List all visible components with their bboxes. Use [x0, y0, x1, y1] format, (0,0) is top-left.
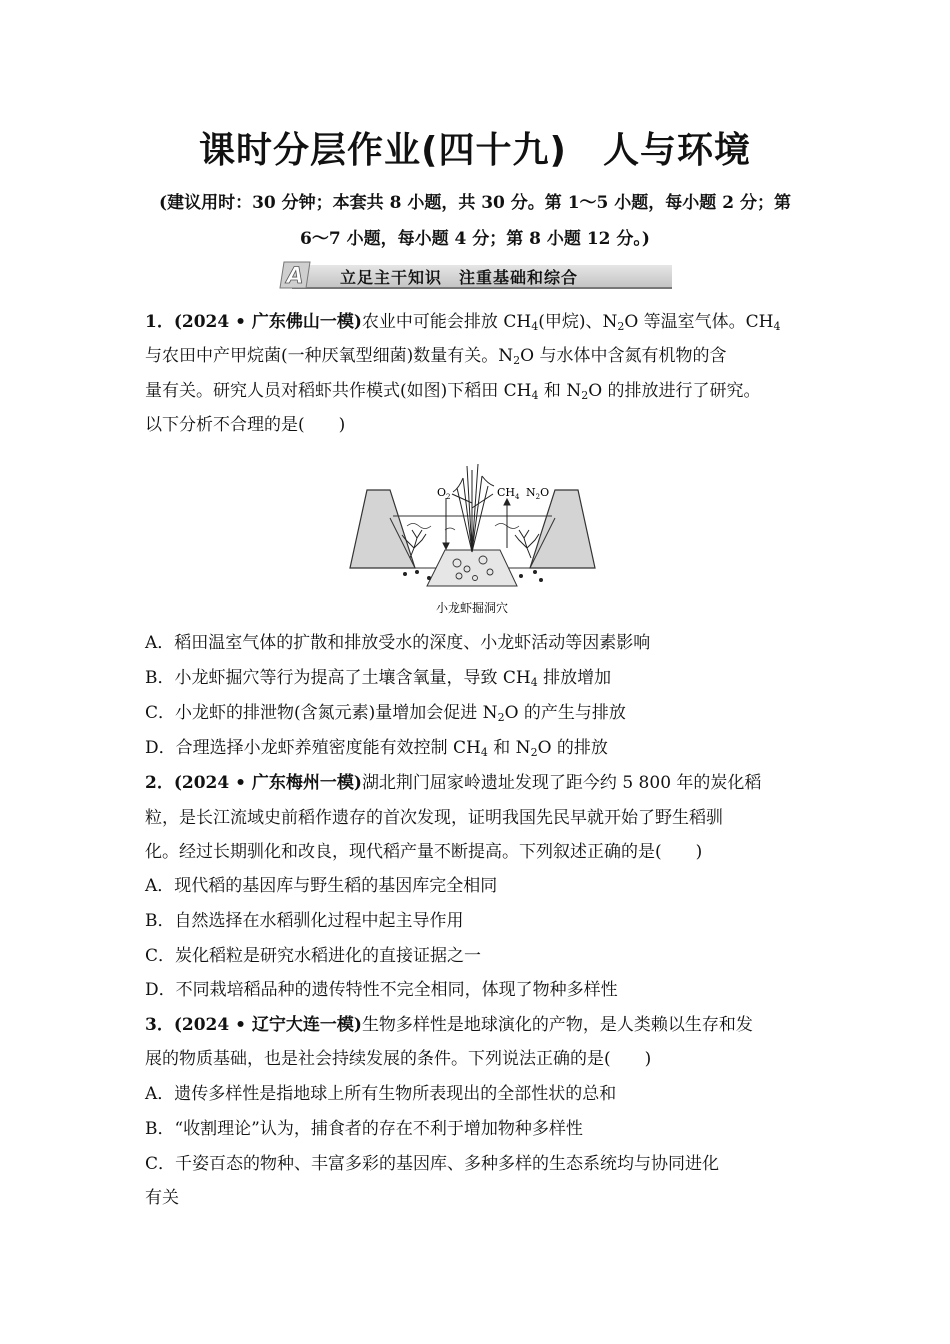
q1-line-3: 量有关。研究人员对稻虾共作模式(如图)下稻田 $CH_4$ 和 $N_2O$ 的排放进行了研究。 [145, 381, 761, 402]
q3-source: 3．(2024 • 辽宁大连一模) [145, 1015, 362, 1035]
q3-option-a: A．遗传多样性是指地球上所有生物所表现出的全部性状的总和 [145, 1084, 617, 1104]
q1-source: 1．(2024 • 广东佛山一模) [145, 312, 362, 332]
q3-option-c-line-2: 有关 [145, 1188, 179, 1208]
title-main: 课时分层作业(四十九) [199, 130, 567, 171]
q2-option-c: C．炭化稻粒是研究水稻进化的直接证据之一 [145, 946, 482, 966]
section-a-badge-icon [278, 260, 312, 290]
q2-source: 2．(2024 • 广东梅州一模) [145, 773, 362, 793]
section-label: 立足主干知识 注重基础和综合 [340, 268, 579, 287]
q2-line-3: 化。经过长期驯化和改良，现代稻产量不断提高。下列叙述正确的是( ) [145, 842, 703, 862]
figure-caption: 小龙虾掘洞穴 [435, 601, 509, 615]
title-topic: 人与环境 [602, 130, 751, 171]
q1-option-c: C．小龙虾的排泄物(含氮元素)量增加会促进 $N_2O$ 的产生与排放 [145, 703, 626, 724]
q1-option-d: D．合理选择小龙虾养殖密度能有效控制 $CH_4$ 和 $N_2O$ 的排放 [145, 738, 608, 759]
pellets-left [403, 570, 431, 580]
q2-line-2: 粒，是长江流域史前稻作遗存的首次发现，证明我国先民早就开始了野生稻驯 [145, 808, 723, 828]
q3-option-b: B．“收割理论”认为，捕食者的存在不利于增加物种多样性 [145, 1119, 583, 1139]
q1-option-a: A．稻田温室气体的扩散和排放受水的深度、小龙虾活动等因素影响 [145, 633, 651, 653]
q1-line-4: 以下分析不合理的是( ) [145, 415, 346, 435]
q2-option-d: D．不同栽培稻品种的遗传特性不完全相同，体现了物种多样性 [145, 980, 618, 1000]
pellets-right [519, 570, 543, 582]
q1-line-1: 1．(2024 • 广东佛山一模)农业中可能会排放 $CH_4$(甲烷)、$N_2O$ 等温室气体。$CH_4$ [145, 312, 781, 333]
label-o2: $O_2$ [437, 486, 451, 501]
q2-option-b: B．自然选择在水稻驯化过程中起主导作用 [145, 911, 464, 931]
section-banner [278, 260, 672, 290]
right-embankment [530, 490, 595, 568]
q3-line-2: 展的物质基础，也是社会持续发展的条件。下列说法正确的是( ) [145, 1049, 652, 1069]
instructions-line-2: 6～7 小题，每小题 4 分；第 8 小题 12 分。) [300, 229, 650, 249]
label-n2o: $N_2O$ [526, 486, 550, 501]
instructions-line-1: (建议用时：30 分钟；本套共 8 小题，共 30 分。第 1～5 小题，每小题 2 分；第 [159, 193, 791, 213]
section-letter: A [286, 264, 304, 289]
rice-crayfish-diagram [345, 448, 600, 620]
q2-line-1: 2．(2024 • 广东梅州一模)湖北荆门屈家岭遗址发现了距今约 5 800 年的炭化稻 [145, 773, 762, 793]
water-waves [407, 524, 519, 531]
q3-option-c-line-1: C．千姿百态的物种、丰富多彩的基因库、多种多样的生态系统均与协同进化 [145, 1154, 720, 1174]
rice-plant-icon [452, 464, 494, 552]
q3-line-1: 3．(2024 • 辽宁大连一模)生物多样性是地球演化的产物，是人类赖以生存和发 [145, 1015, 753, 1035]
page-title [0, 122, 950, 173]
q1-option-b: B．小龙虾掘穴等行为提高了土壤含氧量，导致 $CH_4$ 排放增加 [145, 668, 612, 689]
label-ch4: $CH_4$ [497, 486, 520, 501]
left-embankment [350, 490, 415, 568]
soil-mound [427, 550, 517, 586]
q1-line-2: 与农田中产甲烷菌(一种厌氧型细菌)数量有关。$N_2O$ 与水体中含氮有机物的含 [145, 346, 727, 367]
q2-option-a: A．现代稻的基因库与野生稻的基因库完全相同 [145, 876, 498, 896]
